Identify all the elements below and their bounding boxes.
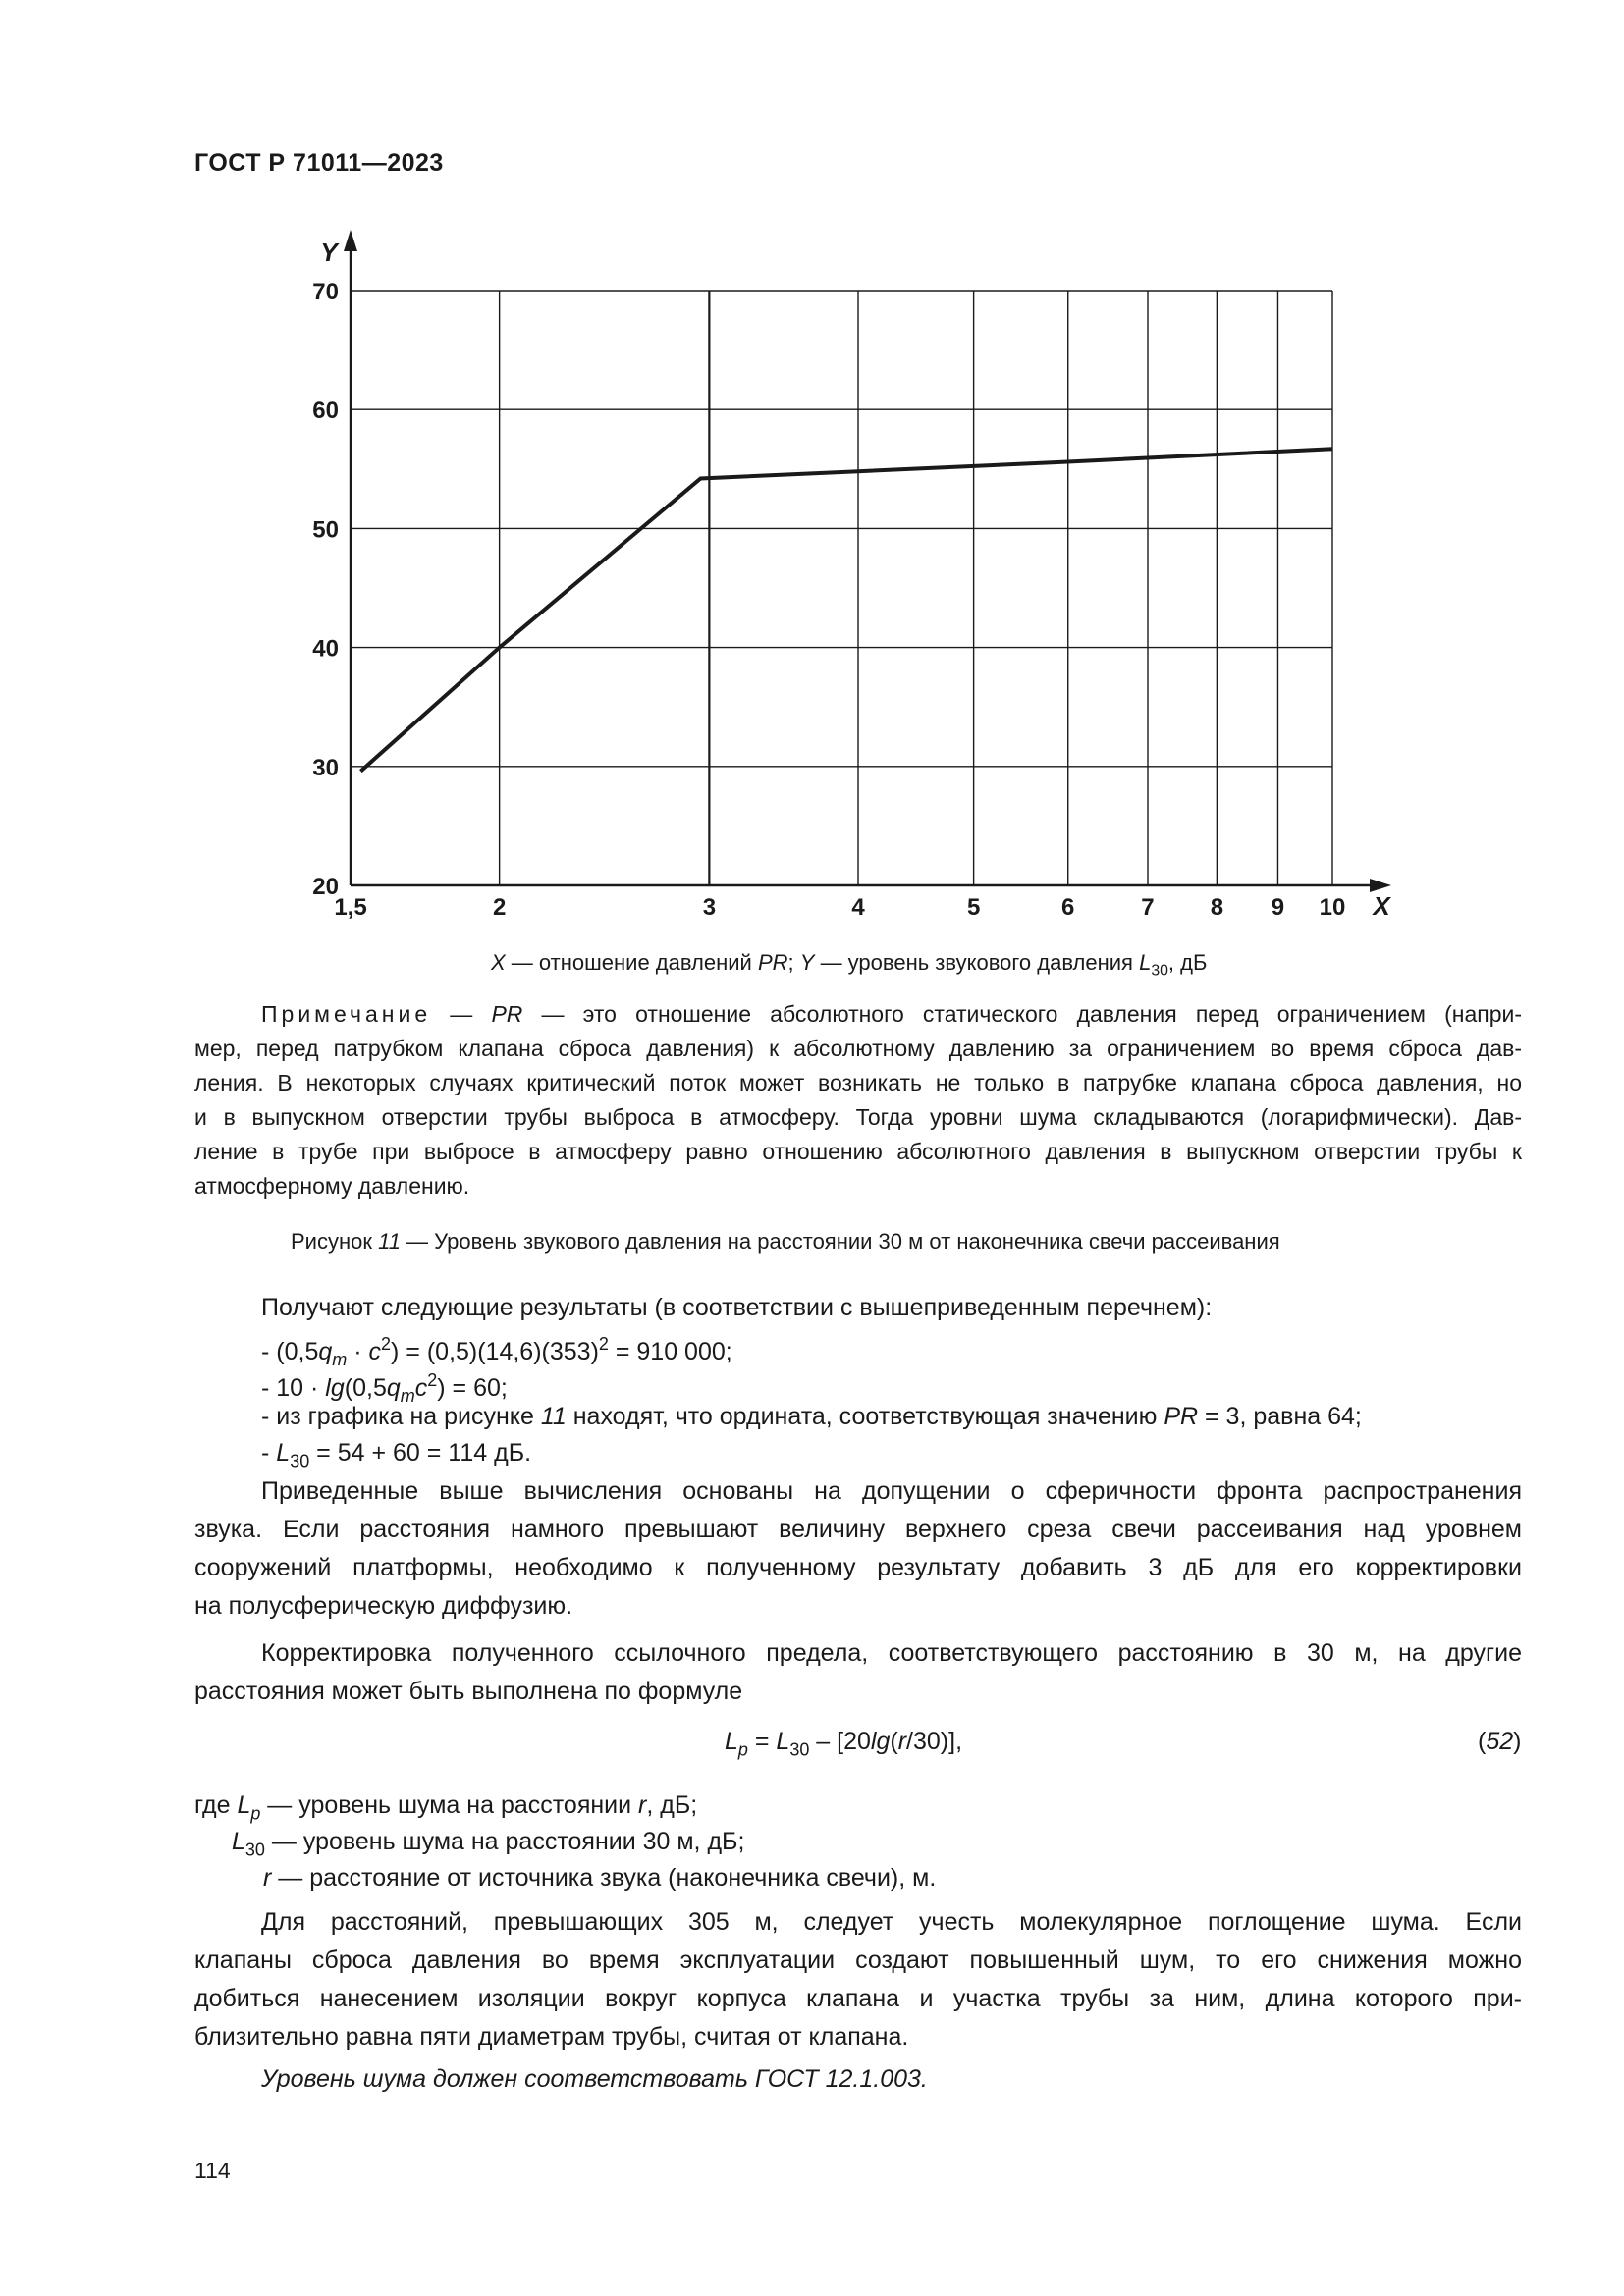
r3-pr: PR [1164, 1403, 1199, 1430]
def1-sub: p [250, 1803, 261, 1824]
x-tick-label-3: 3 [702, 894, 717, 921]
def1-dash: — [260, 1791, 299, 1819]
r2-sup: 2 [427, 1370, 438, 1390]
r1-d: ) = (0,5)(14,6)(353) [391, 1337, 599, 1365]
x-tick-label-1,5: 1,5 [334, 894, 367, 921]
def1-text-b: , дБ; [646, 1791, 698, 1819]
document-header: ГОСТ Р 71011—2023 [194, 149, 444, 177]
y-tick-label-50: 50 [312, 516, 339, 544]
r2-a: - 10 · [261, 1373, 326, 1402]
para1-line-1: Приведенные выше вычисления основаны на допущении о сферичности фронта распространения [261, 1477, 1522, 1505]
formula-lp-sub: p [737, 1739, 748, 1760]
r2-q: q [386, 1373, 401, 1402]
formula-rest-a: – [20 [809, 1728, 871, 1755]
r1-sup2: 2 [598, 1334, 609, 1354]
note-line-6: атмосферному давлению. [194, 1173, 470, 1199]
note-label: Примечание [261, 1001, 432, 1027]
r2-b: (0,5 [344, 1373, 387, 1402]
x-tick-label-10: 10 [1319, 894, 1346, 921]
r2-c: c [414, 1373, 428, 1402]
def-where: где [194, 1791, 238, 1819]
formula-rest-c: /30)], [906, 1728, 963, 1755]
formula-rest-b: ( [890, 1728, 898, 1755]
caption-sep: ; [787, 950, 800, 975]
def1-sym: L [237, 1791, 251, 1819]
formula [725, 1724, 962, 1768]
r1-q: q [318, 1337, 333, 1365]
formula-lp: L [725, 1728, 738, 1755]
x-tick-label-2: 2 [492, 894, 507, 921]
note-line-5: ление в трубе при выбросе в атмосферу равно отношению абсолютного давления в выпускном отверстии трубы к [194, 1139, 1522, 1164]
r1-m: m [332, 1350, 348, 1370]
caption-y-text: — уровень звукового давления [814, 950, 1140, 975]
r4-a: - [261, 1439, 277, 1467]
caption-x-text: — отношение давлений [505, 950, 758, 975]
page-number: 114 [194, 2158, 231, 2183]
def3-sym: r [263, 1864, 272, 1892]
formula-lg: lg [870, 1728, 891, 1755]
para1-line-4: на полусферическую диффузию. [194, 1592, 573, 1620]
para2-line-2: расстояния может быть выполнена по формуле [194, 1678, 743, 1705]
caption-l: L [1139, 950, 1152, 975]
caption-l-sub: 30 [1151, 962, 1168, 980]
para3-line-4: близительно равна пяти диаметрам трубы, считая от клапана. [194, 2023, 909, 2051]
def2-sym: L [232, 1828, 245, 1855]
r1-b: · [347, 1337, 369, 1365]
series-line-0 [360, 449, 1332, 771]
def3-dash: — [271, 1864, 310, 1892]
formula-l30: L [776, 1728, 790, 1755]
def2-text: уровень шума на расстоянии 30 м, дБ; [302, 1828, 745, 1855]
note-line-2: мер, перед патрубком клапана сброса давления) к абсолютному давлению за ограничением во время сброса дав- [194, 1036, 1522, 1061]
figure-title-text: — Уровень звукового давления на расстоянии 30 м от наконечника свечи рассеивания [400, 1229, 1280, 1254]
note-pr: PR [491, 1001, 523, 1027]
x-axis-arrow-icon [1370, 879, 1391, 892]
formula-number: (52) [1478, 1728, 1522, 1755]
note-line-4: и в выпускном отверстии трубы выброса в атмосферу. Тогда уровни шума складываются (логарифмически). Дав- [194, 1104, 1522, 1130]
r2-m: m [400, 1386, 415, 1407]
figure-title [291, 1223, 1280, 1259]
definition-3 [263, 1860, 936, 1896]
r4-l: L [276, 1439, 291, 1467]
x-tick-label-4: 4 [851, 894, 865, 921]
result-item-3 [261, 1399, 1362, 1435]
def2-dash: — [264, 1828, 303, 1855]
chart-caption [491, 944, 1207, 989]
para3-line-2: клапаны сброса давления во время эксплуатации создают повышенный шум, то его снижения можно [194, 1947, 1522, 1974]
figure-number: 11 [378, 1229, 401, 1254]
r3-num: 11 [540, 1403, 567, 1430]
r3-c: = 3, равна 64; [1198, 1403, 1362, 1430]
y-tick-label-40: 40 [312, 635, 339, 663]
r2-d: ) = 60; [437, 1373, 508, 1402]
figure-title-prefix: Рисунок [291, 1229, 379, 1254]
r1-a: - (0,5 [261, 1337, 319, 1365]
para3-line-1: Для расстояний, превышающих 305 м, следует учесть молекулярное поглощение шума. Если [261, 1908, 1522, 1936]
caption-x-var: X [491, 950, 506, 975]
def2-sub: 30 [244, 1840, 265, 1860]
y-axis-letter: Y [320, 238, 338, 267]
x-tick-label-9: 9 [1271, 894, 1285, 921]
r3-a: - из графика на рисунке [261, 1403, 541, 1430]
def1-text-a: уровень шума на расстоянии [298, 1791, 639, 1819]
note-dash: — [431, 1001, 492, 1027]
r1-e: = 910 000; [608, 1337, 732, 1365]
noise-level-chart [295, 224, 1443, 940]
formula-r: r [897, 1728, 907, 1755]
x-axis-letter: X [1373, 891, 1390, 921]
x-tick-label-6: 6 [1061, 894, 1075, 921]
formula-l30-sub: 30 [789, 1739, 810, 1760]
caption-pr: PR [757, 950, 788, 975]
def1-r: r [638, 1791, 647, 1819]
y-tick-label-30: 30 [312, 754, 339, 781]
r1-c: c [368, 1337, 381, 1365]
r4-b: = 54 + 60 = 114 дБ. [309, 1439, 532, 1467]
y-tick-label-20: 20 [312, 874, 339, 900]
def3-text: расстояние от источника звука (наконечника свечи), м. [309, 1864, 937, 1892]
formula-eq: = [747, 1728, 777, 1755]
y-axis-arrow-icon [344, 230, 357, 251]
caption-unit: , дБ [1167, 950, 1208, 975]
y-tick-label-70: 70 [312, 279, 339, 305]
note-line-3: ления. В некоторых случаях критический поток может возникать не только в патрубке клапана сброса давления, но [194, 1070, 1522, 1095]
x-tick-label-5: 5 [966, 894, 981, 921]
para4-standard-reference: Уровень шума должен соответствовать ГОСТ 12.1.003. [261, 2065, 928, 2093]
formula-number-text: 52 [1486, 1728, 1514, 1755]
note-line-1 [194, 997, 1522, 1032]
r2-lg: lg [325, 1373, 345, 1402]
para1-line-2: звука. Если расстояния намного превышают величину верхнего среза свечи рассеивания над уровнем [194, 1516, 1522, 1543]
caption-y-var: Y [799, 950, 815, 975]
results-intro: Получают следующие результаты (в соответствии с вышеприведенным перечнем): [261, 1294, 1213, 1321]
para3-line-3: добиться нанесением изоляции вокруг корпуса клапана и участка трубы за ним, длина которого при- [194, 1985, 1522, 2012]
x-tick-label-7: 7 [1141, 894, 1155, 921]
note-line-1-text: — это отношение абсолютного статического давления перед ограничением (напри- [522, 1001, 1523, 1027]
r4-sub: 30 [290, 1451, 310, 1471]
r1-sup: 2 [380, 1334, 391, 1354]
para1-line-3: сооружений платформы, необходимо к полученному результату добавить 3 дБ для его корректировки [194, 1554, 1522, 1581]
y-tick-label-60: 60 [312, 398, 339, 425]
r3-b: находят, что ордината, соответствующая значению [566, 1403, 1164, 1430]
x-tick-label-8: 8 [1210, 894, 1224, 921]
para2-line-1: Корректировка полученного ссылочного предела, соответствующего расстоянию в 30 м, на другие [261, 1639, 1522, 1667]
